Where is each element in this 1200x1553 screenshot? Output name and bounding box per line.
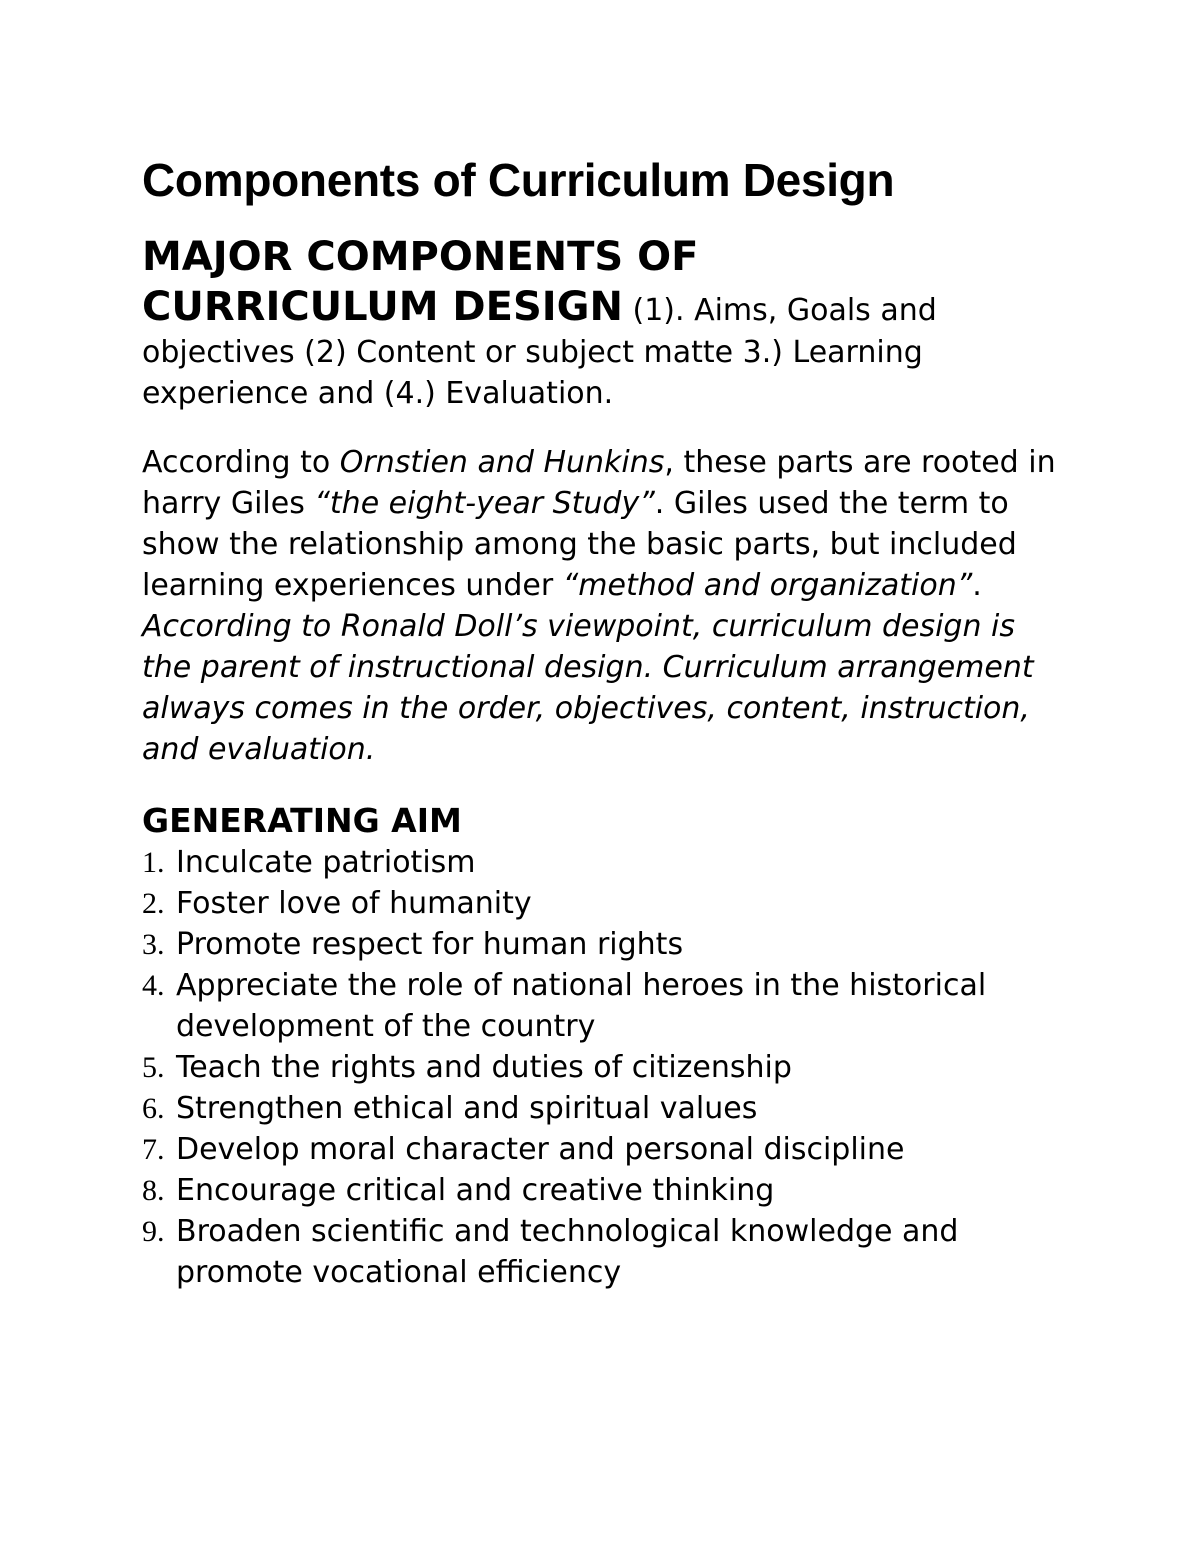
list-item-text: Inculcate patriotism xyxy=(176,845,476,880)
para-authors: Ornstien and Hunkins xyxy=(339,445,665,480)
list-number: 3. xyxy=(142,928,165,961)
intro-text: (1). Aims, Goals and objectives (2) Content or subject matte 3.) Learning experience and (4.) Evaluation. xyxy=(142,293,937,411)
major-components-heading-line1: MAJOR COMPONENTS OF xyxy=(142,234,699,280)
para-method-quote: “method and organization” xyxy=(562,568,973,603)
document-page xyxy=(142,150,1062,1293)
list-number: 4. xyxy=(142,969,165,1002)
list-item xyxy=(142,842,1062,883)
list-item-text: Strengthen ethical and spiritual values xyxy=(176,1091,758,1126)
list-item-text: Broaden scientific and technological knowledge and promote vocational efficiency xyxy=(176,1214,959,1290)
list-item-text: Foster love of humanity xyxy=(176,886,532,921)
para-text-2: , these parts are rooted in harry Giles xyxy=(142,445,1056,521)
para-text-4: . xyxy=(972,568,982,603)
major-components-heading-line2: CURRICULUM DESIGN xyxy=(142,284,623,330)
list-item xyxy=(142,883,1062,924)
document-title: Components of Curriculum Design xyxy=(142,154,895,206)
para-text-1: According to xyxy=(142,445,340,480)
list-number: 1. xyxy=(142,846,165,879)
list-number: 7. xyxy=(142,1133,165,1166)
list-item-text: Develop moral character and personal discipline xyxy=(176,1132,905,1167)
list-item xyxy=(142,924,1062,965)
para-doll-viewpoint: According to Ronald Doll’s viewpoint, curriculum design is the parent of instructional design. Curriculum arrangement always comes in the order, objectives, content, instruction, and evaluation. xyxy=(142,609,1034,767)
list-item xyxy=(142,1088,1062,1129)
aim-list xyxy=(142,842,1062,1293)
list-item xyxy=(142,1129,1062,1170)
list-item xyxy=(142,965,1062,1047)
list-number: 8. xyxy=(142,1174,165,1207)
list-number: 6. xyxy=(142,1092,165,1125)
para-study-title: “the eight-year Study” xyxy=(314,486,655,521)
ornstein-hunkins-paragraph xyxy=(142,442,1062,770)
list-item xyxy=(142,1047,1062,1088)
intro-paragraph xyxy=(142,232,1062,414)
list-item-text: Encourage critical and creative thinking xyxy=(176,1173,775,1208)
list-number: 2. xyxy=(142,887,165,920)
list-item xyxy=(142,1211,1062,1293)
list-number: 9. xyxy=(142,1215,165,1248)
para-text-3: . Giles used the term to show the relationship among the basic parts, but included learning experiences under xyxy=(142,486,1017,603)
list-item-text: Appreciate the role of national heroes in the historical development of the country xyxy=(176,968,987,1044)
list-item xyxy=(142,1170,1062,1211)
generating-aim-heading: GENERATING AIM xyxy=(142,801,462,840)
list-item-text: Promote respect for human rights xyxy=(176,927,684,962)
list-item-text: Teach the rights and duties of citizenship xyxy=(176,1050,792,1085)
list-number: 5. xyxy=(142,1051,165,1084)
